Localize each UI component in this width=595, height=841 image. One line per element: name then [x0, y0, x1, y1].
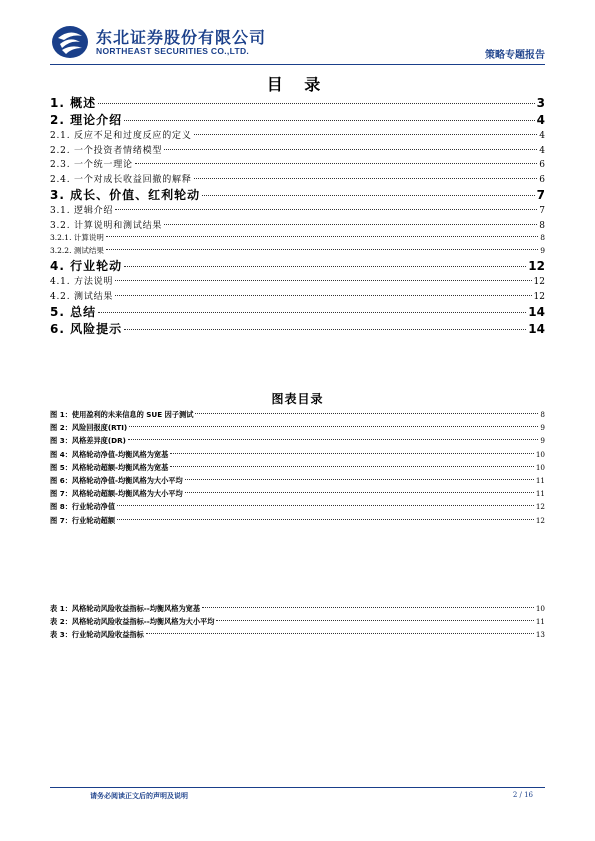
toc-entry-row[interactable] — [50, 245, 545, 258]
dot-leader — [170, 466, 534, 467]
toc-entry-label: 4.2. 测试结果 — [50, 291, 114, 302]
toc-entry-label: 3.2.1. 计算说明 — [50, 233, 104, 242]
toc-entry-row[interactable] — [50, 157, 545, 172]
toc-entry-label: 6. 风险提示 — [50, 322, 123, 336]
table-of-contents — [50, 94, 545, 337]
toc-entry-page: 7 — [536, 188, 545, 202]
toc-entry-page: 14 — [528, 305, 545, 319]
dot-leader — [185, 479, 534, 480]
figure-entry-label: 图 7：风格轮动超额-均衡风格为大小平均 — [50, 489, 183, 499]
figure-entry-page: 12 — [535, 502, 545, 512]
figure-entry-row[interactable] — [50, 423, 545, 436]
dot-leader — [124, 329, 526, 330]
toc-entry-row[interactable] — [50, 111, 545, 128]
dot-leader — [170, 453, 534, 454]
toc-entry-label: 5. 总结 — [50, 305, 97, 319]
dot-leader — [115, 280, 531, 281]
report-type-label: 策略专题报告 — [485, 50, 545, 61]
toc-entry-row[interactable] — [50, 257, 545, 274]
toc-entry-row[interactable] — [50, 218, 545, 233]
figure-list — [50, 410, 545, 529]
figure-entry-row[interactable] — [50, 463, 545, 476]
table-entry-row[interactable] — [50, 604, 545, 617]
toc-entry-page: 4 — [539, 131, 545, 141]
dot-leader — [146, 633, 534, 634]
toc-entry-label: 2.4. 一个对成长收益回撤的解释 — [50, 174, 192, 185]
toc-entry-label: 2.1. 反应不足和过度反应的定义 — [50, 131, 192, 141]
table-entry-label: 表 1：风格轮动风险收益指标--均衡风格为宽基 — [50, 604, 201, 613]
toc-entry-page: 3 — [536, 96, 545, 110]
figure-entry-page: 10 — [535, 462, 545, 472]
figure-list-title: 图表目录 — [271, 392, 324, 406]
figure-entry-page: 9 — [540, 423, 545, 433]
dot-leader — [185, 492, 534, 493]
toc-title: 目 录 — [266, 75, 329, 94]
dot-leader — [117, 505, 534, 506]
toc-entry-row[interactable] — [50, 143, 545, 158]
toc-entry-label: 2.2. 一个投资者情绪模型 — [50, 145, 163, 156]
table-entry-page: 11 — [535, 617, 545, 627]
dot-leader — [202, 195, 535, 196]
company-name-cn: 东北证券股份有限公司 — [96, 28, 267, 47]
dot-leader — [164, 149, 537, 150]
toc-entry-page: 4 — [539, 145, 545, 156]
toc-entry-row[interactable] — [50, 274, 545, 289]
table-list — [50, 604, 545, 644]
toc-entry-label: 3.1. 逻辑介绍 — [50, 206, 114, 216]
dot-leader — [129, 426, 538, 427]
figure-entry-page: 8 — [540, 410, 545, 419]
dot-leader — [216, 620, 533, 621]
toc-entry-page: 12 — [528, 259, 545, 273]
toc-entry-label: 3. 成长、价值、红利轮动 — [50, 188, 201, 202]
toc-entry-label: 3.2. 计算说明和测试结果 — [50, 220, 163, 231]
dot-leader — [115, 209, 537, 210]
footer-divider — [50, 787, 545, 788]
dot-leader — [124, 266, 526, 267]
toc-entry-row[interactable] — [50, 289, 545, 304]
figure-entry-row[interactable] — [50, 436, 545, 449]
toc-entry-page: 4 — [536, 113, 545, 127]
toc-entry-row[interactable] — [50, 186, 545, 203]
toc-entry-label: 2. 理论介绍 — [50, 113, 123, 127]
dot-leader — [115, 295, 531, 296]
company-name-en: NORTHEAST SECURITIES CO.,LTD. — [96, 46, 250, 56]
toc-entry-label: 1. 概述 — [50, 96, 97, 110]
dot-leader — [98, 312, 526, 313]
company-logo-icon — [50, 24, 90, 60]
toc-entry-row[interactable] — [50, 320, 545, 337]
dot-leader — [135, 163, 537, 164]
figure-entry-label: 图 1：使用盈利的未来信息的 SUE 因子测试 — [50, 410, 194, 419]
dot-leader — [124, 120, 535, 121]
header-divider — [50, 64, 545, 65]
footer-disclaimer: 请务必阅读正文后的声明及说明 — [90, 792, 188, 800]
figure-entry-row[interactable] — [50, 410, 545, 423]
toc-entry-row[interactable] — [50, 303, 545, 320]
figure-entry-label: 图 6：风格轮动净值-均衡风格为大小平均 — [50, 475, 183, 485]
figure-entry-label: 图 2：风险回报度(RTI) — [50, 423, 128, 433]
toc-entry-row[interactable] — [50, 172, 545, 187]
figure-entry-page: 12 — [535, 515, 545, 525]
toc-entry-page: 8 — [539, 220, 545, 231]
page-number: 2 / 16 — [512, 791, 533, 799]
table-entry-row[interactable] — [50, 630, 545, 643]
table-entry-label: 表 3：行业轮动风险收益指标 — [50, 630, 144, 640]
dot-leader — [202, 607, 534, 608]
toc-entry-page: 7 — [539, 206, 545, 216]
figure-entry-label: 图 3：风格差异度(DR) — [50, 436, 126, 446]
toc-entry-page: 6 — [539, 174, 545, 185]
toc-entry-row[interactable] — [50, 128, 545, 143]
dot-leader — [195, 413, 538, 414]
table-entry-page: 13 — [535, 630, 545, 640]
figure-entry-row[interactable] — [50, 450, 545, 463]
toc-entry-row[interactable] — [50, 203, 545, 218]
table-entry-label: 表 2：风格轮动风险收益指标--均衡风格为大小平均 — [50, 617, 215, 627]
toc-entry-page: 12 — [533, 291, 545, 302]
dot-leader — [194, 134, 538, 135]
dot-leader — [128, 439, 539, 440]
figure-entry-label: 图 5：风格轮动超额-均衡风格为宽基 — [50, 462, 169, 472]
toc-entry-page: 14 — [528, 322, 545, 336]
page-header — [50, 22, 545, 64]
dot-leader — [194, 178, 538, 179]
dot-leader — [164, 224, 537, 225]
figure-entry-label: 图 8：行业轮动净值 — [50, 502, 116, 512]
table-entry-page: 10 — [535, 604, 545, 613]
toc-entry-page: 6 — [539, 160, 545, 170]
toc-entry-row[interactable] — [50, 232, 545, 245]
toc-entry-page: 8 — [540, 233, 545, 242]
figure-entry-row[interactable] — [50, 502, 545, 515]
figure-entry-page: 11 — [535, 489, 545, 499]
toc-entry-label: 4. 行业轮动 — [50, 259, 123, 273]
figure-entry-row[interactable] — [50, 489, 545, 502]
figure-entry-row[interactable] — [50, 476, 545, 489]
dot-leader — [106, 249, 538, 250]
toc-entry-row[interactable] — [50, 94, 545, 111]
figure-entry-page: 10 — [535, 449, 545, 459]
figure-entry-label: 图 4：风格轮动净值-均衡风格为宽基 — [50, 449, 169, 459]
figure-entry-label: 图 7：行业轮动超额 — [50, 515, 116, 525]
toc-entry-label: 4.1. 方法说明 — [50, 277, 114, 287]
toc-entry-page: 9 — [540, 245, 545, 255]
table-entry-row[interactable] — [50, 617, 545, 630]
toc-entry-label: 3.2.2. 测试结果 — [50, 245, 104, 255]
figure-entry-row[interactable] — [50, 516, 545, 529]
figure-entry-page: 11 — [535, 475, 545, 485]
figure-entry-page: 9 — [540, 436, 545, 446]
dot-leader — [98, 103, 535, 104]
toc-entry-page: 12 — [533, 277, 545, 287]
toc-entry-label: 2.3. 一个统一理论 — [50, 160, 133, 170]
dot-leader — [106, 236, 538, 237]
dot-leader — [117, 519, 534, 520]
